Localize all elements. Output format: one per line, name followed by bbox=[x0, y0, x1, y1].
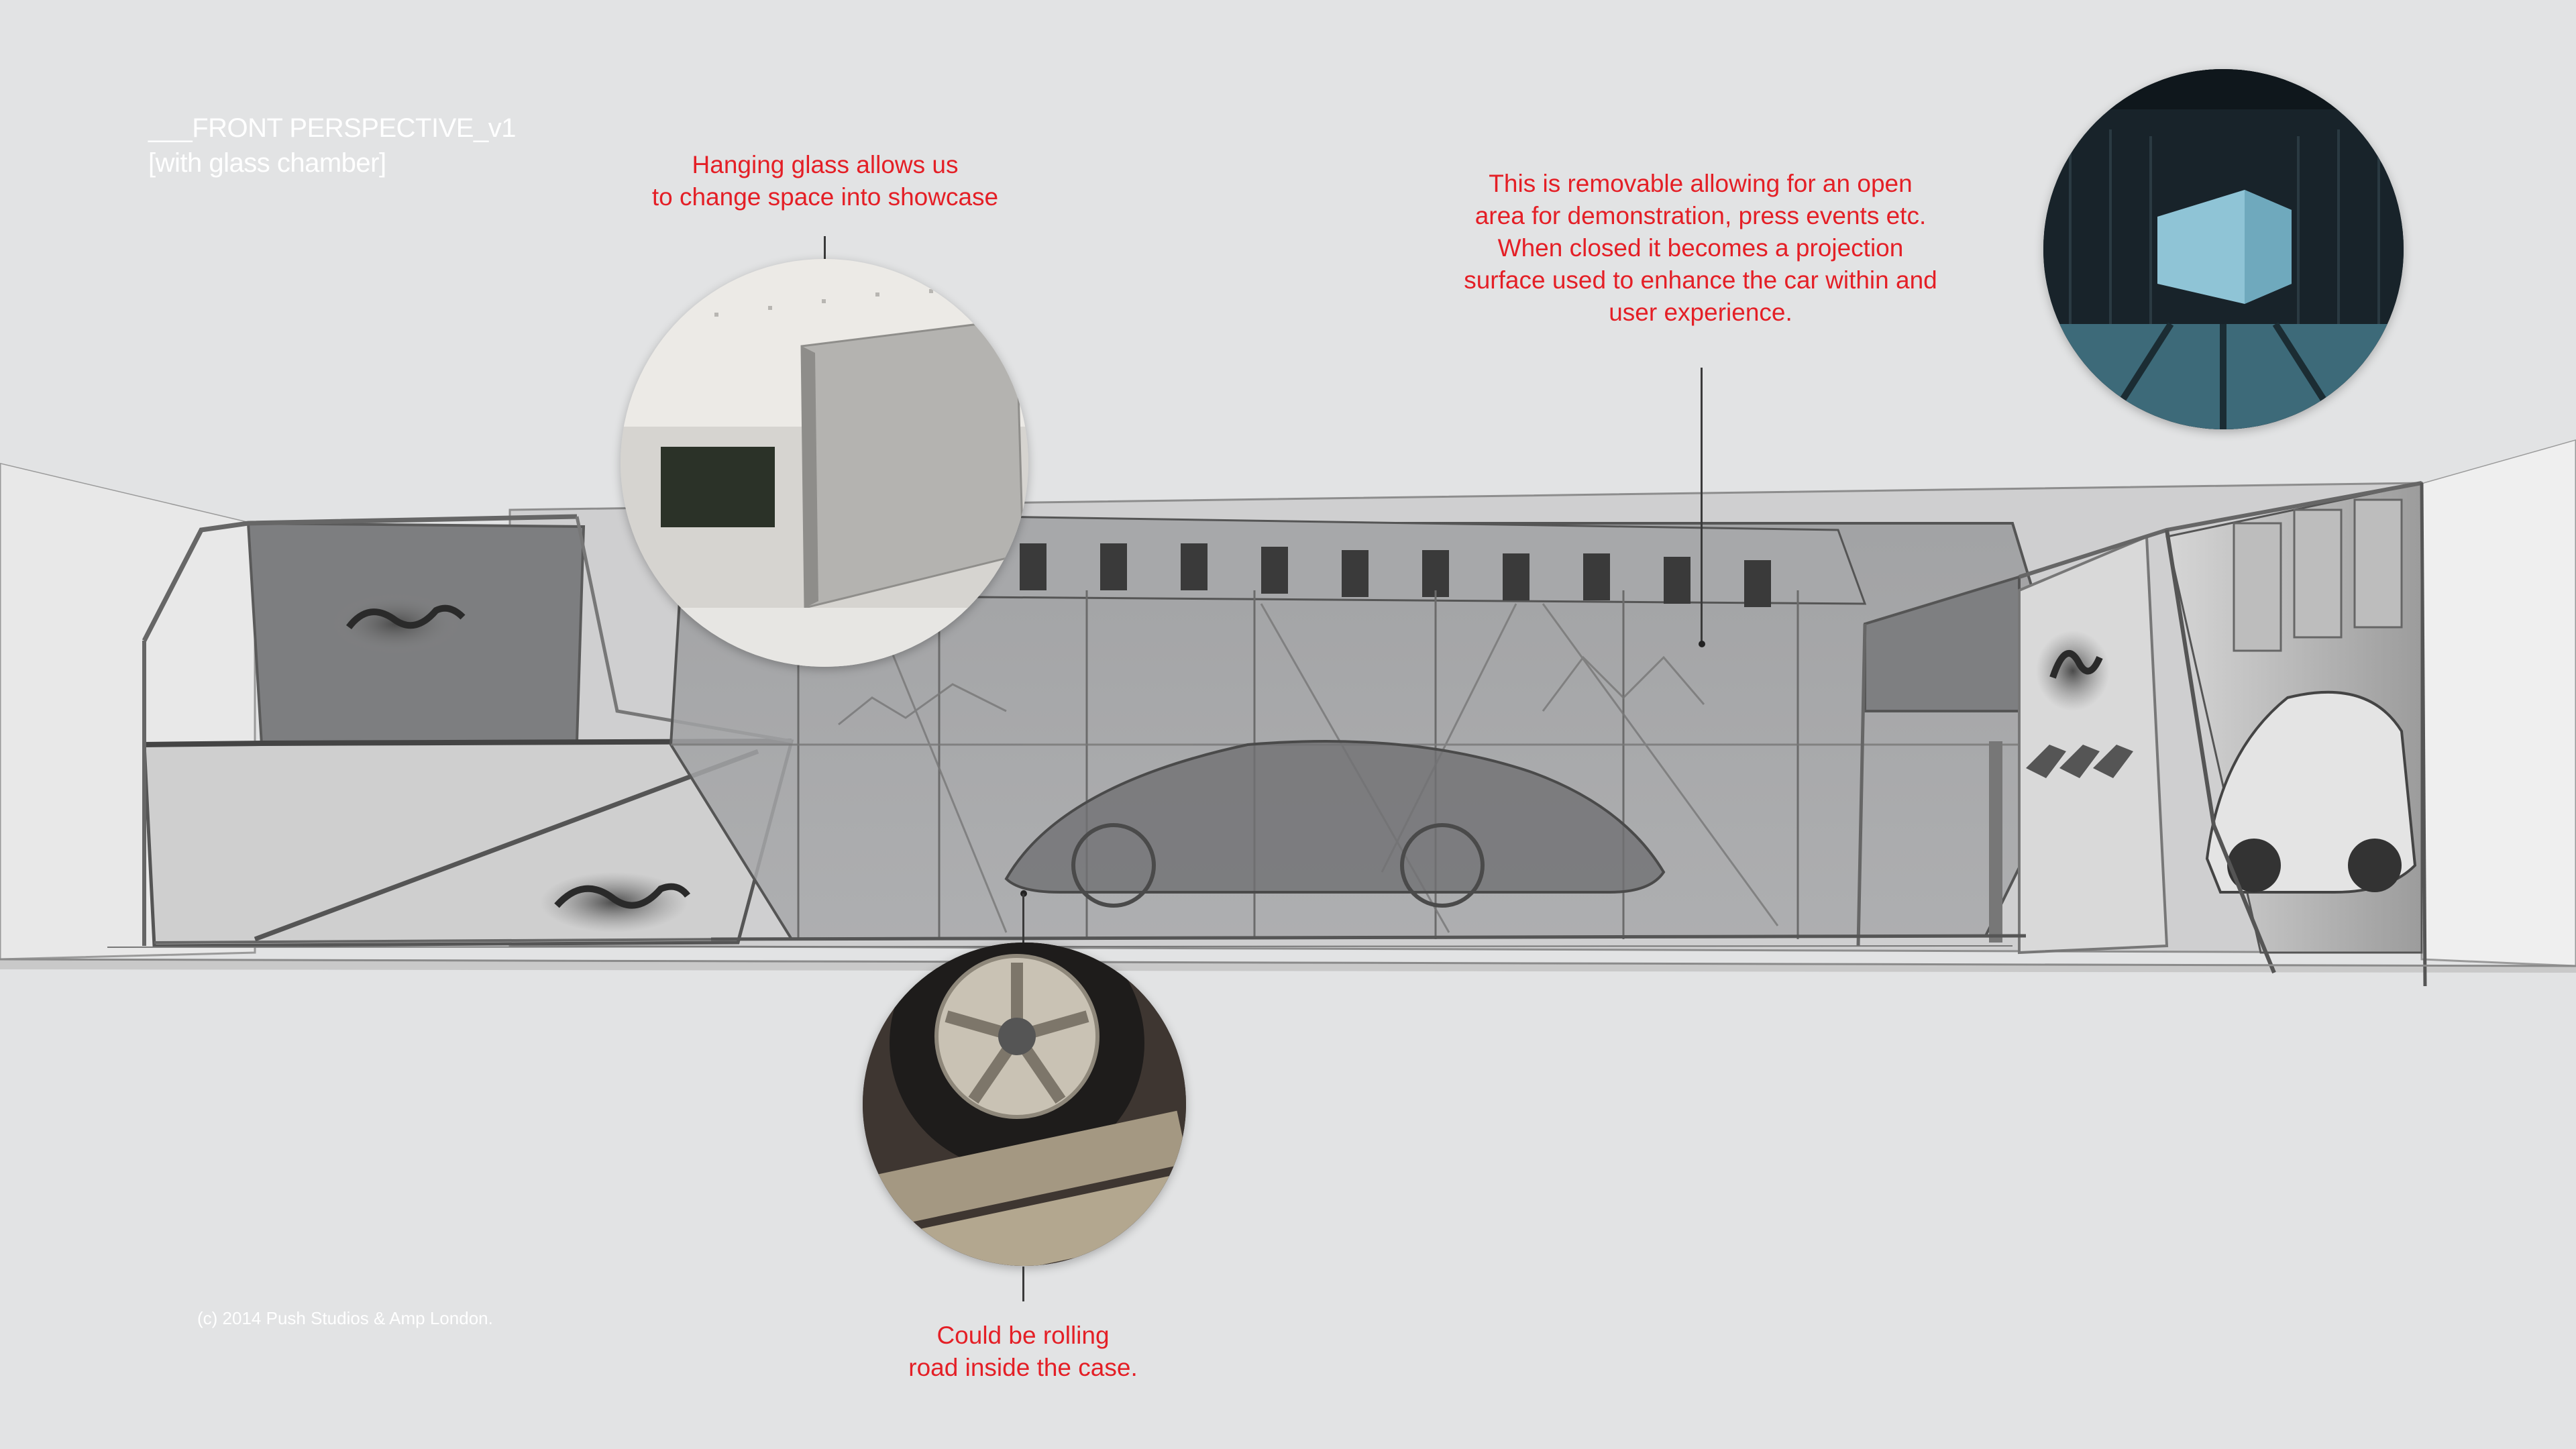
right-window-grid bbox=[2234, 500, 2402, 651]
copyright-text: (c) 2014 Push Studios & Amp London. bbox=[197, 1308, 493, 1328]
inset-photo-rolling-road bbox=[863, 943, 1186, 1266]
leader-line-rolling-road-top bbox=[1022, 894, 1024, 947]
leader-line-removable-panel bbox=[1701, 368, 1703, 644]
inset-photo-gallery bbox=[621, 259, 1028, 667]
annotation-hanging-glass: Hanging glass allows us to change space into showcase bbox=[651, 151, 999, 211]
drawing-title: ___FRONT PERSPECTIVE_v1 [with glass chamber] bbox=[148, 113, 516, 178]
inset-photo-projection-hall bbox=[2043, 69, 2404, 429]
leader-dot-removable-panel bbox=[1699, 641, 1705, 647]
right-wall bbox=[2422, 439, 2576, 966]
annotation-rolling-road: Could be rolling road inside the case. bbox=[908, 1322, 1138, 1381]
inset-dark-painting bbox=[661, 447, 775, 527]
display-podium bbox=[1989, 741, 2002, 943]
leader-line-rolling-road-bottom bbox=[1022, 1267, 1024, 1301]
right-display-wall bbox=[2019, 537, 2167, 953]
annotation-removable-panel: This is removable allowing for an open area for demonstration, press events etc. When closed it becomes a projection surface used to enhance the car within and user experience. bbox=[1464, 170, 1937, 326]
brand-logo-right bbox=[2036, 631, 2110, 711]
